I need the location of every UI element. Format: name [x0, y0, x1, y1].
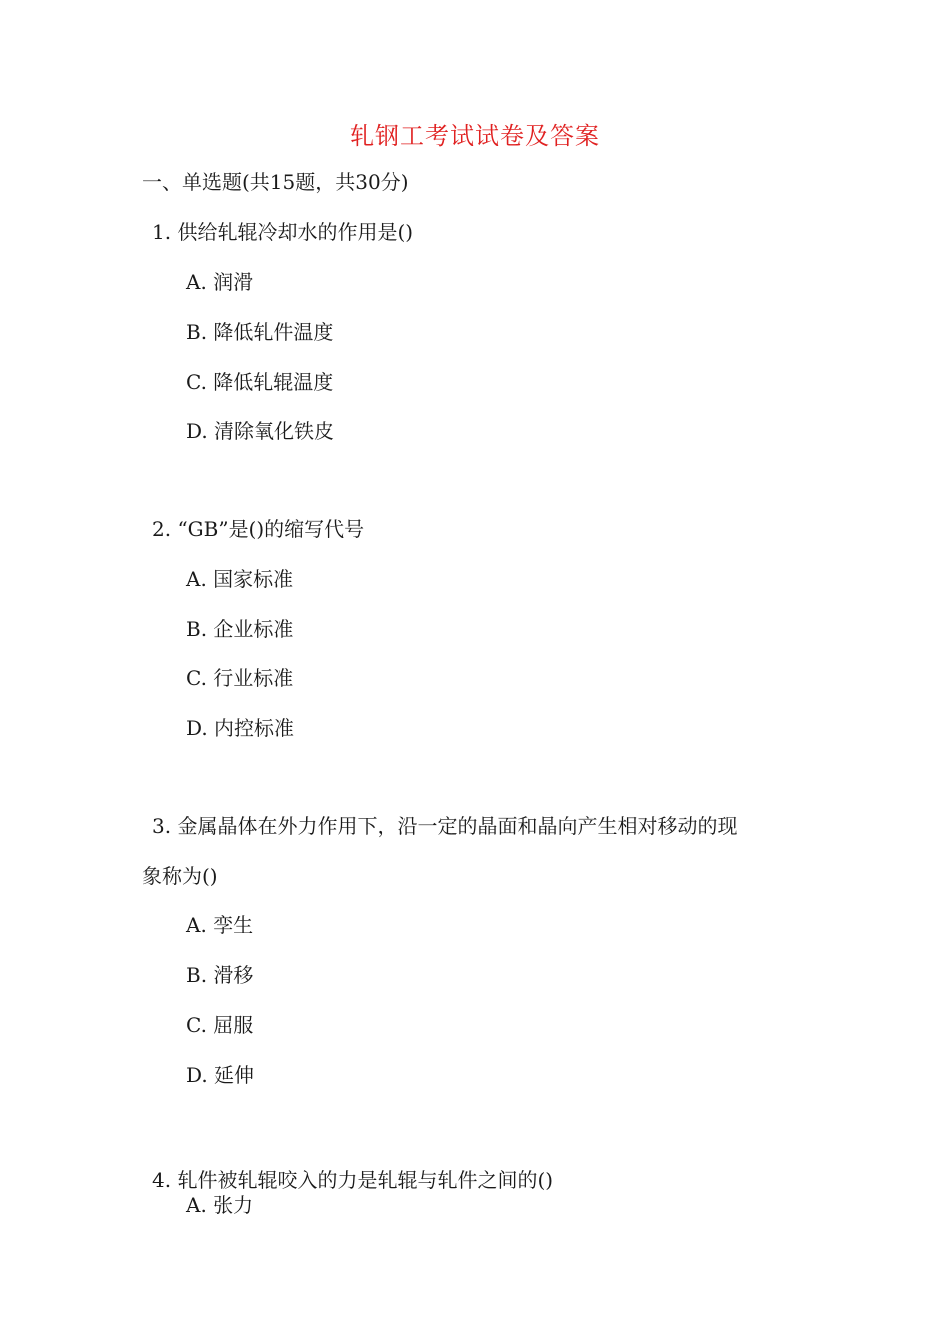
question-2-stem: 2. “GB”是()的缩写代号: [152, 517, 365, 541]
question-2-option-b: B. 企业标准: [186, 617, 294, 641]
question-1-option-b: B. 降低轧件温度: [186, 320, 334, 344]
question-1-option-d: D. 清除氧化铁皮: [186, 419, 335, 443]
question-1-option-a: A. 润滑: [186, 270, 254, 294]
question-3-stem-continued: 象称为(): [142, 864, 218, 888]
question-3-stem: 3. 金属晶体在外力作用下，沿一定的晶面和晶向产生相对移动的现: [152, 814, 738, 838]
question-4-option-a: A. 张力: [186, 1193, 254, 1217]
question-3-option-a: A. 孪生: [186, 913, 254, 937]
question-1-stem: 1. 供给轧辊冷却水的作用是(): [152, 220, 414, 244]
question-3-option-d: D. 延伸: [186, 1063, 255, 1087]
question-2-option-c: C. 行业标准: [186, 666, 294, 690]
question-4-stem: 4. 轧件被轧辊咬入的力是轧辊与轧件之间的(): [152, 1168, 554, 1192]
question-1-option-c: C. 降低轧辊温度: [186, 370, 334, 394]
document-title: 轧钢工考试试卷及答案: [350, 122, 600, 150]
question-3-option-b: B. 滑移: [186, 963, 254, 987]
question-2-option-d: D. 内控标准: [186, 716, 295, 740]
question-2-option-a: A. 国家标准: [186, 567, 294, 591]
section-heading: 一、单选题(共15题，共30分): [142, 170, 409, 194]
question-3-option-c: C. 屈服: [186, 1013, 254, 1037]
